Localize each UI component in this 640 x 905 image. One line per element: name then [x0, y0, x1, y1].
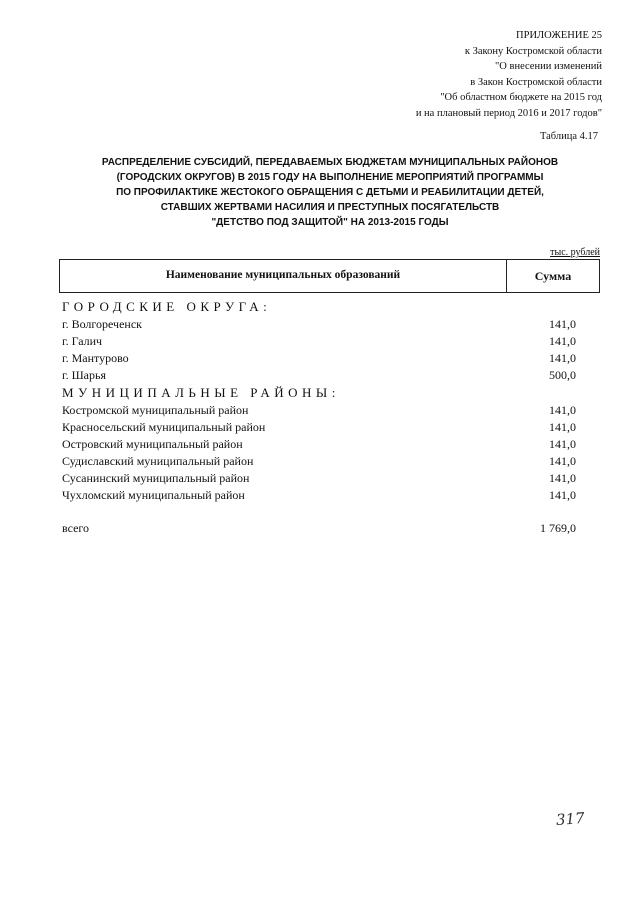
total-label: всего: [62, 521, 90, 535]
header-line: в Закон Костромской области: [470, 76, 602, 88]
section-heading-city-districts: ГОРОДСКИЕ ОКРУГА:: [62, 299, 272, 314]
row-name: г. Шарья: [62, 368, 106, 382]
table-header: [59, 259, 600, 293]
row-value: 141,0: [549, 403, 576, 417]
table-row: [62, 487, 576, 504]
header-line: к Закону Костромской области: [464, 45, 602, 57]
appendix-header: [416, 28, 602, 121]
title-line: СТАВШИХ ЖЕРТВАМИ НАСИЛИЯ И ПРЕСТУПНЫХ ПОСЯГАТЕЛЬСТВ: [160, 202, 500, 213]
table-row: [62, 470, 576, 487]
table-row: [62, 350, 576, 367]
row-name: Красносельский муниципальный район: [62, 420, 266, 434]
row-value: 141,0: [549, 351, 576, 365]
row-name: Судиславский муниципальный район: [62, 454, 254, 468]
title-line: ПО ПРОФИЛАКТИКЕ ЖЕСТОКОГО ОБРАЩЕНИЯ С ДЕТЬМИ И РЕАБИЛИТАЦИИ ДЕТЕЙ,: [116, 187, 544, 198]
row-value: 500,0: [549, 368, 576, 382]
table-row: [62, 436, 576, 453]
table-row: [62, 367, 576, 384]
section-heading-municipal-districts: МУНИЦИПАЛЬНЫЕ РАЙОНЫ:: [62, 385, 340, 400]
header-line: "О внесении изменений: [495, 61, 602, 72]
row-name: Сусанинский муниципальный район: [62, 471, 250, 485]
row-name: Костромской муниципальный район: [62, 403, 249, 417]
table-number: Таблица 4.17: [539, 131, 598, 142]
header-line: "Об областном бюджете на 2015 год: [440, 92, 602, 103]
row-value: 141,0: [549, 420, 576, 434]
row-value: 141,0: [549, 317, 576, 331]
table-row: [62, 316, 576, 333]
header-line: и на плановый период 2016 и 2017 годов": [415, 107, 602, 119]
document-title: [70, 155, 590, 230]
table-body: [62, 298, 576, 537]
row-value: 141,0: [549, 454, 576, 468]
row-name: Чухломский муниципальный район: [62, 488, 245, 502]
row-value: 141,0: [549, 437, 576, 451]
row-name: г. Мантурово: [62, 351, 129, 365]
table-row: [62, 453, 576, 470]
table-row: [62, 333, 576, 350]
row-value: 141,0: [549, 334, 576, 348]
header-line: ПРИЛОЖЕНИЕ 25: [516, 30, 602, 41]
title-line: РАСПРЕДЕЛЕНИЕ СУБСИДИЙ, ПЕРЕДАВАЕМЫХ БЮДЖЕТАМ МУНИЦИПАЛЬНЫХ РАЙОНОВ: [101, 157, 559, 168]
row-value: 141,0: [549, 471, 576, 485]
table-row: [62, 402, 576, 419]
total-row: [62, 520, 576, 537]
table-row: [62, 419, 576, 436]
column-header-name: Наименование муниципальных образований: [165, 269, 401, 281]
title-line: "ДЕТСТВО ПОД ЗАЩИТОЙ" НА 2013-2015 ГОДЫ: [211, 217, 449, 228]
column-header-sum: Сумма: [506, 260, 599, 292]
row-value: 141,0: [549, 488, 576, 502]
units-label: тыс. рублей: [550, 247, 600, 258]
total-value: 1 769,0: [540, 521, 576, 535]
row-name: Островский муниципальный район: [62, 437, 243, 451]
row-name: г. Волгореченск: [62, 317, 142, 331]
title-line: (ГОРОДСКИХ ОКРУГОВ) В 2015 ГОДУ НА ВЫПОЛНЕНИЕ МЕРОПРИЯТИЙ ПРОГРАММЫ: [116, 172, 544, 183]
handwritten-page-number: 317: [555, 809, 586, 829]
row-name: г. Галич: [62, 334, 103, 348]
